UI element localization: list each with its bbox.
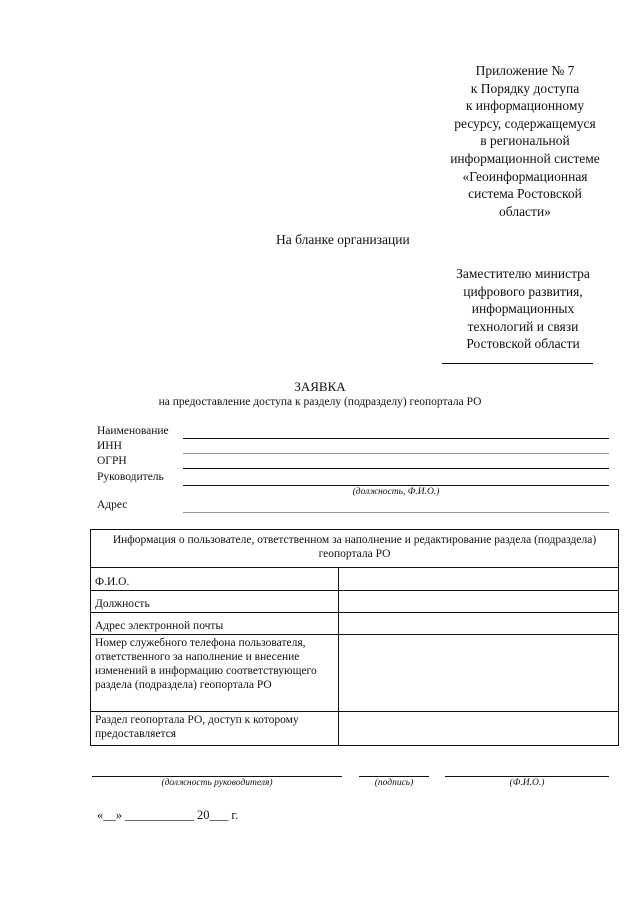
row-value-email[interactable] <box>339 613 619 635</box>
application-subtitle: на предоставление доступа к разделу (подразделу) геопортала РО <box>158 396 482 408</box>
signature-caption: (подпись) <box>374 778 414 788</box>
appendix-line: ресурсу, содержащемуся <box>454 115 596 131</box>
appendix-line: к информационному <box>465 98 585 114</box>
addressee-line: Ростовской области <box>466 336 580 352</box>
head-field[interactable] <box>183 485 609 486</box>
head-caption: (должность, Ф.И.О.) <box>352 487 440 497</box>
table-row <box>91 712 619 746</box>
row-label-section: Раздел геопортала РО, доступ к которому предоставляется <box>91 712 339 746</box>
appendix-line: система Ростовской <box>468 186 582 202</box>
addressee-block <box>428 265 618 353</box>
user-info-table <box>90 529 619 746</box>
row-value-section[interactable] <box>339 712 619 746</box>
addressee-line: Заместителю министра <box>456 266 590 281</box>
row-value-fio[interactable] <box>339 568 619 591</box>
inn-label: ИНН <box>97 440 122 452</box>
appendix-line: в региональной <box>480 133 570 149</box>
head-position-caption: (должность руководителя) <box>161 778 273 788</box>
appendix-line: Приложение № 7 <box>475 63 575 78</box>
appendix-line: области» <box>499 203 551 219</box>
full-name-signature-line[interactable] <box>445 776 609 777</box>
signature-line[interactable] <box>359 776 429 777</box>
name-field[interactable] <box>183 438 609 439</box>
ogrn-label: ОГРН <box>97 455 127 467</box>
row-label-fio: Ф.И.О. <box>91 568 339 591</box>
inn-field[interactable] <box>183 453 609 454</box>
appendix-line: информационной системе <box>450 150 600 166</box>
table-row <box>91 613 619 635</box>
name-label: Наименование <box>97 425 169 437</box>
row-value-phone[interactable] <box>339 635 619 712</box>
addressee-underline <box>442 363 593 364</box>
ogrn-field[interactable] <box>183 468 609 469</box>
address-label: Адрес <box>97 499 128 511</box>
row-value-position[interactable] <box>339 591 619 613</box>
address-field[interactable] <box>183 512 609 513</box>
addressee-line: технологий и связи <box>467 318 579 334</box>
table-row <box>91 591 619 613</box>
addressee-line: цифрового развития, <box>463 283 583 299</box>
appendix-note <box>420 62 630 220</box>
date-line: «__» ___________ 20___ г. <box>97 808 239 822</box>
letterhead-note: На бланке организации <box>276 232 410 247</box>
head-position-signature-line[interactable] <box>92 776 342 777</box>
table-row <box>91 635 619 712</box>
user-info-table-header: Информация о пользователе, ответственном за наполнение и редактирование раздела (подраздела) геопортала РО <box>91 530 619 568</box>
appendix-line: «Геоинформационная <box>462 168 588 184</box>
full-name-caption: (Ф.И.О.) <box>509 778 545 788</box>
row-label-phone: Номер служебного телефона пользователя, ответственного за наполнение и внесение изменений в информацию соответствующего раздела (подраздела) геопортала РО <box>91 635 339 712</box>
row-label-position: Должность <box>91 591 339 613</box>
application-title: ЗАЯВКА <box>294 379 346 394</box>
appendix-line: к Порядку доступа <box>470 80 580 96</box>
row-label-email: Адрес электронной почты <box>91 613 339 635</box>
head-label: Руководитель <box>97 471 164 483</box>
table-row <box>91 568 619 591</box>
addressee-line: информационных <box>471 301 575 317</box>
